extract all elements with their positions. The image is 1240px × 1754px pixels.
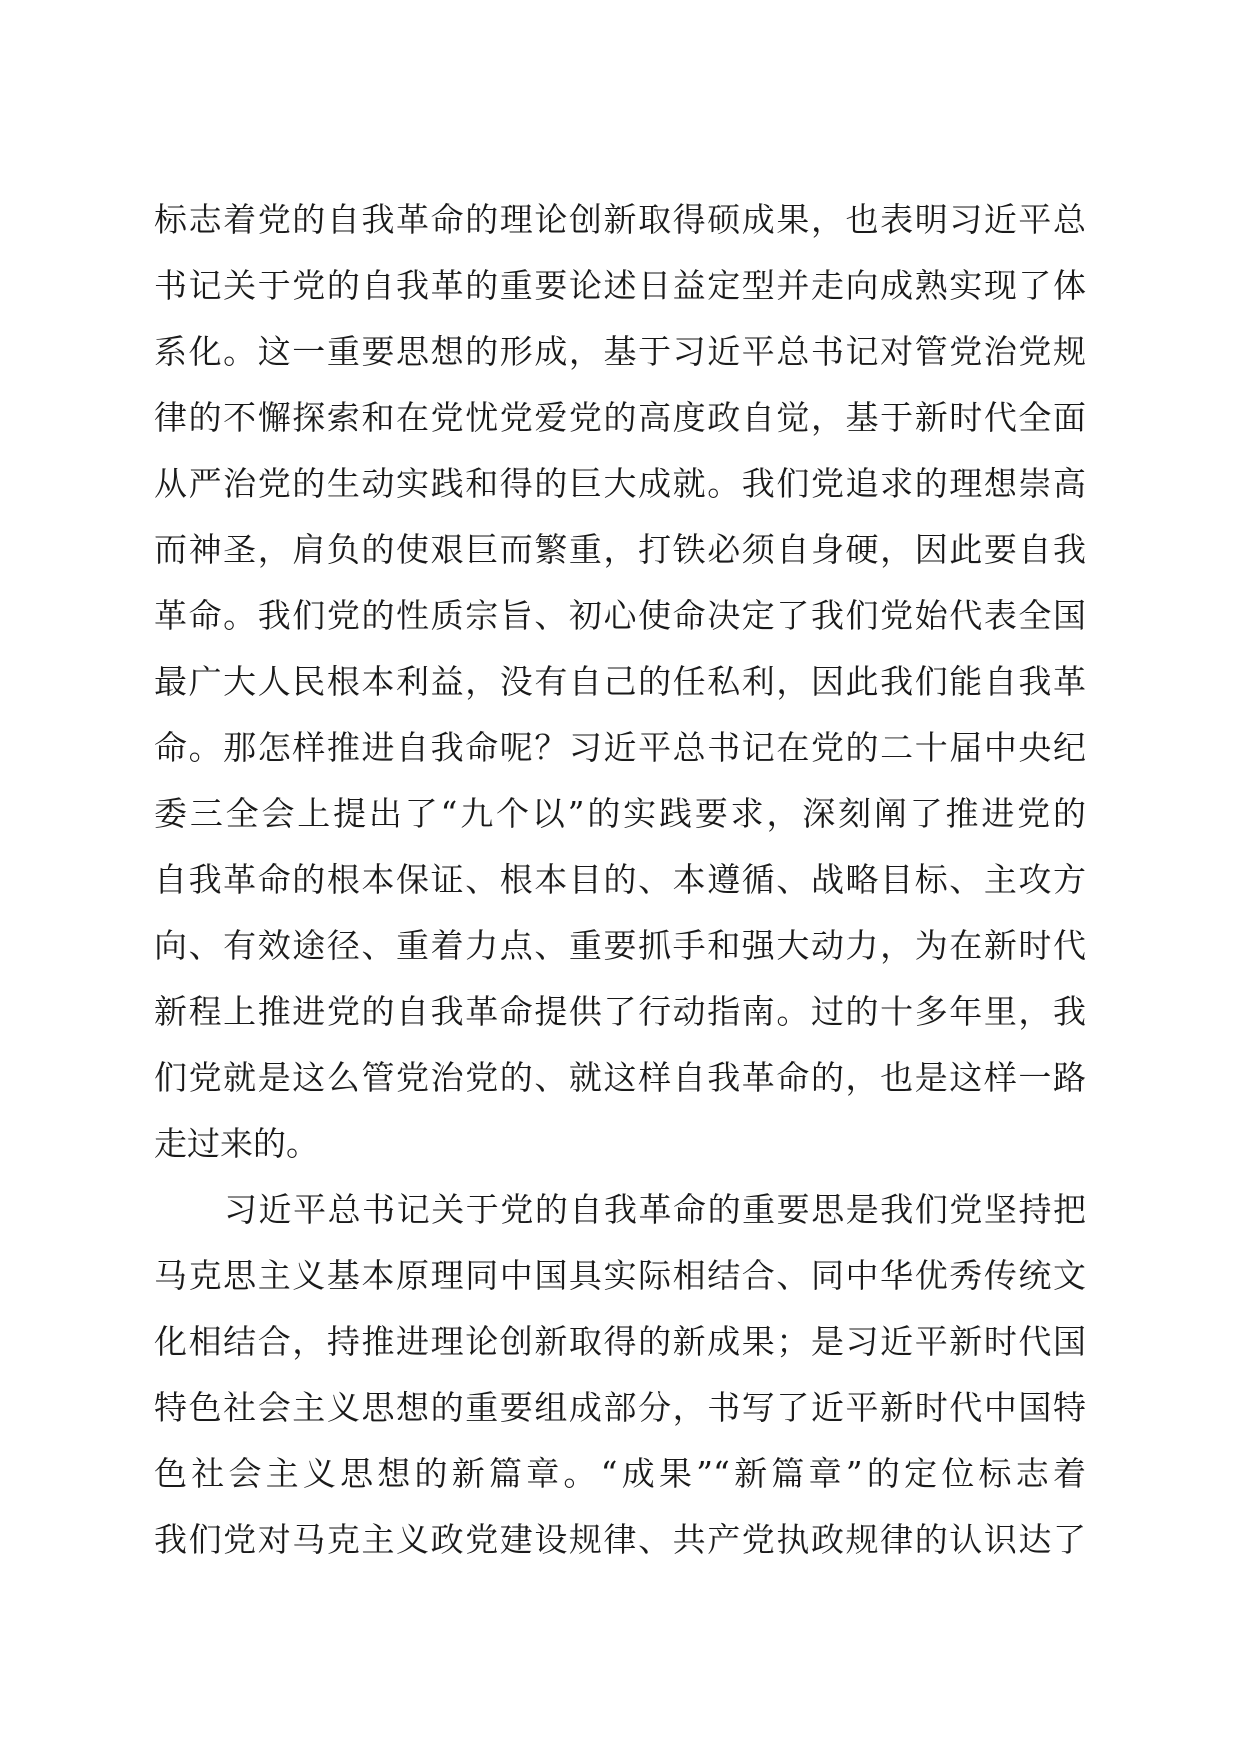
text-line: 从严治党的生动实践和得的巨大成就。我们党追求的理想崇高 bbox=[154, 464, 1086, 503]
text-line: 书记关于党的自我革的重要论述日益定型并走向成熟实现了体 bbox=[154, 266, 1086, 305]
text-line: 而神圣，肩负的使艰巨而繁重，打铁必须自身硬，因此要自我 bbox=[154, 530, 1086, 569]
text-line: 委三全会上提出了“九个以”的实践要求，深刻阐了推进党的 bbox=[154, 794, 1086, 833]
text-line: 我们党对马克主义政党建设规律、共产党执政规律的认识达了 bbox=[154, 1520, 1086, 1559]
text-line: 律的不懈探索和在党忧党爱党的高度政自觉，基于新时代全面 bbox=[154, 398, 1086, 437]
text-line: 向、有效途径、重着力点、重要抓手和强大动力，为在新时代 bbox=[154, 926, 1086, 965]
text-line: 革命。我们党的性质宗旨、初心使命决定了我们党始代表全国 bbox=[154, 596, 1086, 635]
body-text bbox=[154, 187, 1086, 1573]
text-line: 系化。这一重要思想的形成，基于习近平总书记对管党治党规 bbox=[154, 332, 1086, 371]
text-line: 色社会主义思想的新篇章。“成果”“新篇章”的定位标志着 bbox=[154, 1454, 1086, 1493]
paragraph-2 bbox=[154, 1177, 1086, 1573]
paragraph-1 bbox=[154, 187, 1086, 1177]
text-line: 命。那怎样推进自我命呢？习近平总书记在党的二十届中央纪 bbox=[154, 728, 1086, 767]
text-line: 最广大人民根本利益，没有自己的任私利，因此我们能自我革 bbox=[154, 662, 1086, 701]
text-line: 新程上推进党的自我革命提供了行动指南。过的十多年里，我 bbox=[154, 992, 1086, 1031]
text-line: 自我革命的根本保证、根本目的、本遵循、战略目标、主攻方 bbox=[154, 860, 1086, 899]
text-line: 特色社会主义思想的重要组成部分，书写了近平新时代中国特 bbox=[154, 1388, 1086, 1427]
text-line: 马克思主义基本原理同中国具实际相结合、同中华优秀传统文 bbox=[154, 1256, 1086, 1295]
text-line: 走过来的。 bbox=[154, 1124, 319, 1163]
text-line: 们党就是这么管党治党的、就这样自我革命的，也是这样一路 bbox=[154, 1058, 1086, 1097]
text-line: 习近平总书记关于党的自我革命的重要思是我们党坚持把 bbox=[224, 1190, 1086, 1229]
text-line: 标志着党的自我革命的理论创新取得硕成果，也表明习近平总 bbox=[154, 200, 1086, 239]
text-line: 化相结合，持推进理论创新取得的新成果；是习近平新时代国 bbox=[154, 1322, 1086, 1361]
